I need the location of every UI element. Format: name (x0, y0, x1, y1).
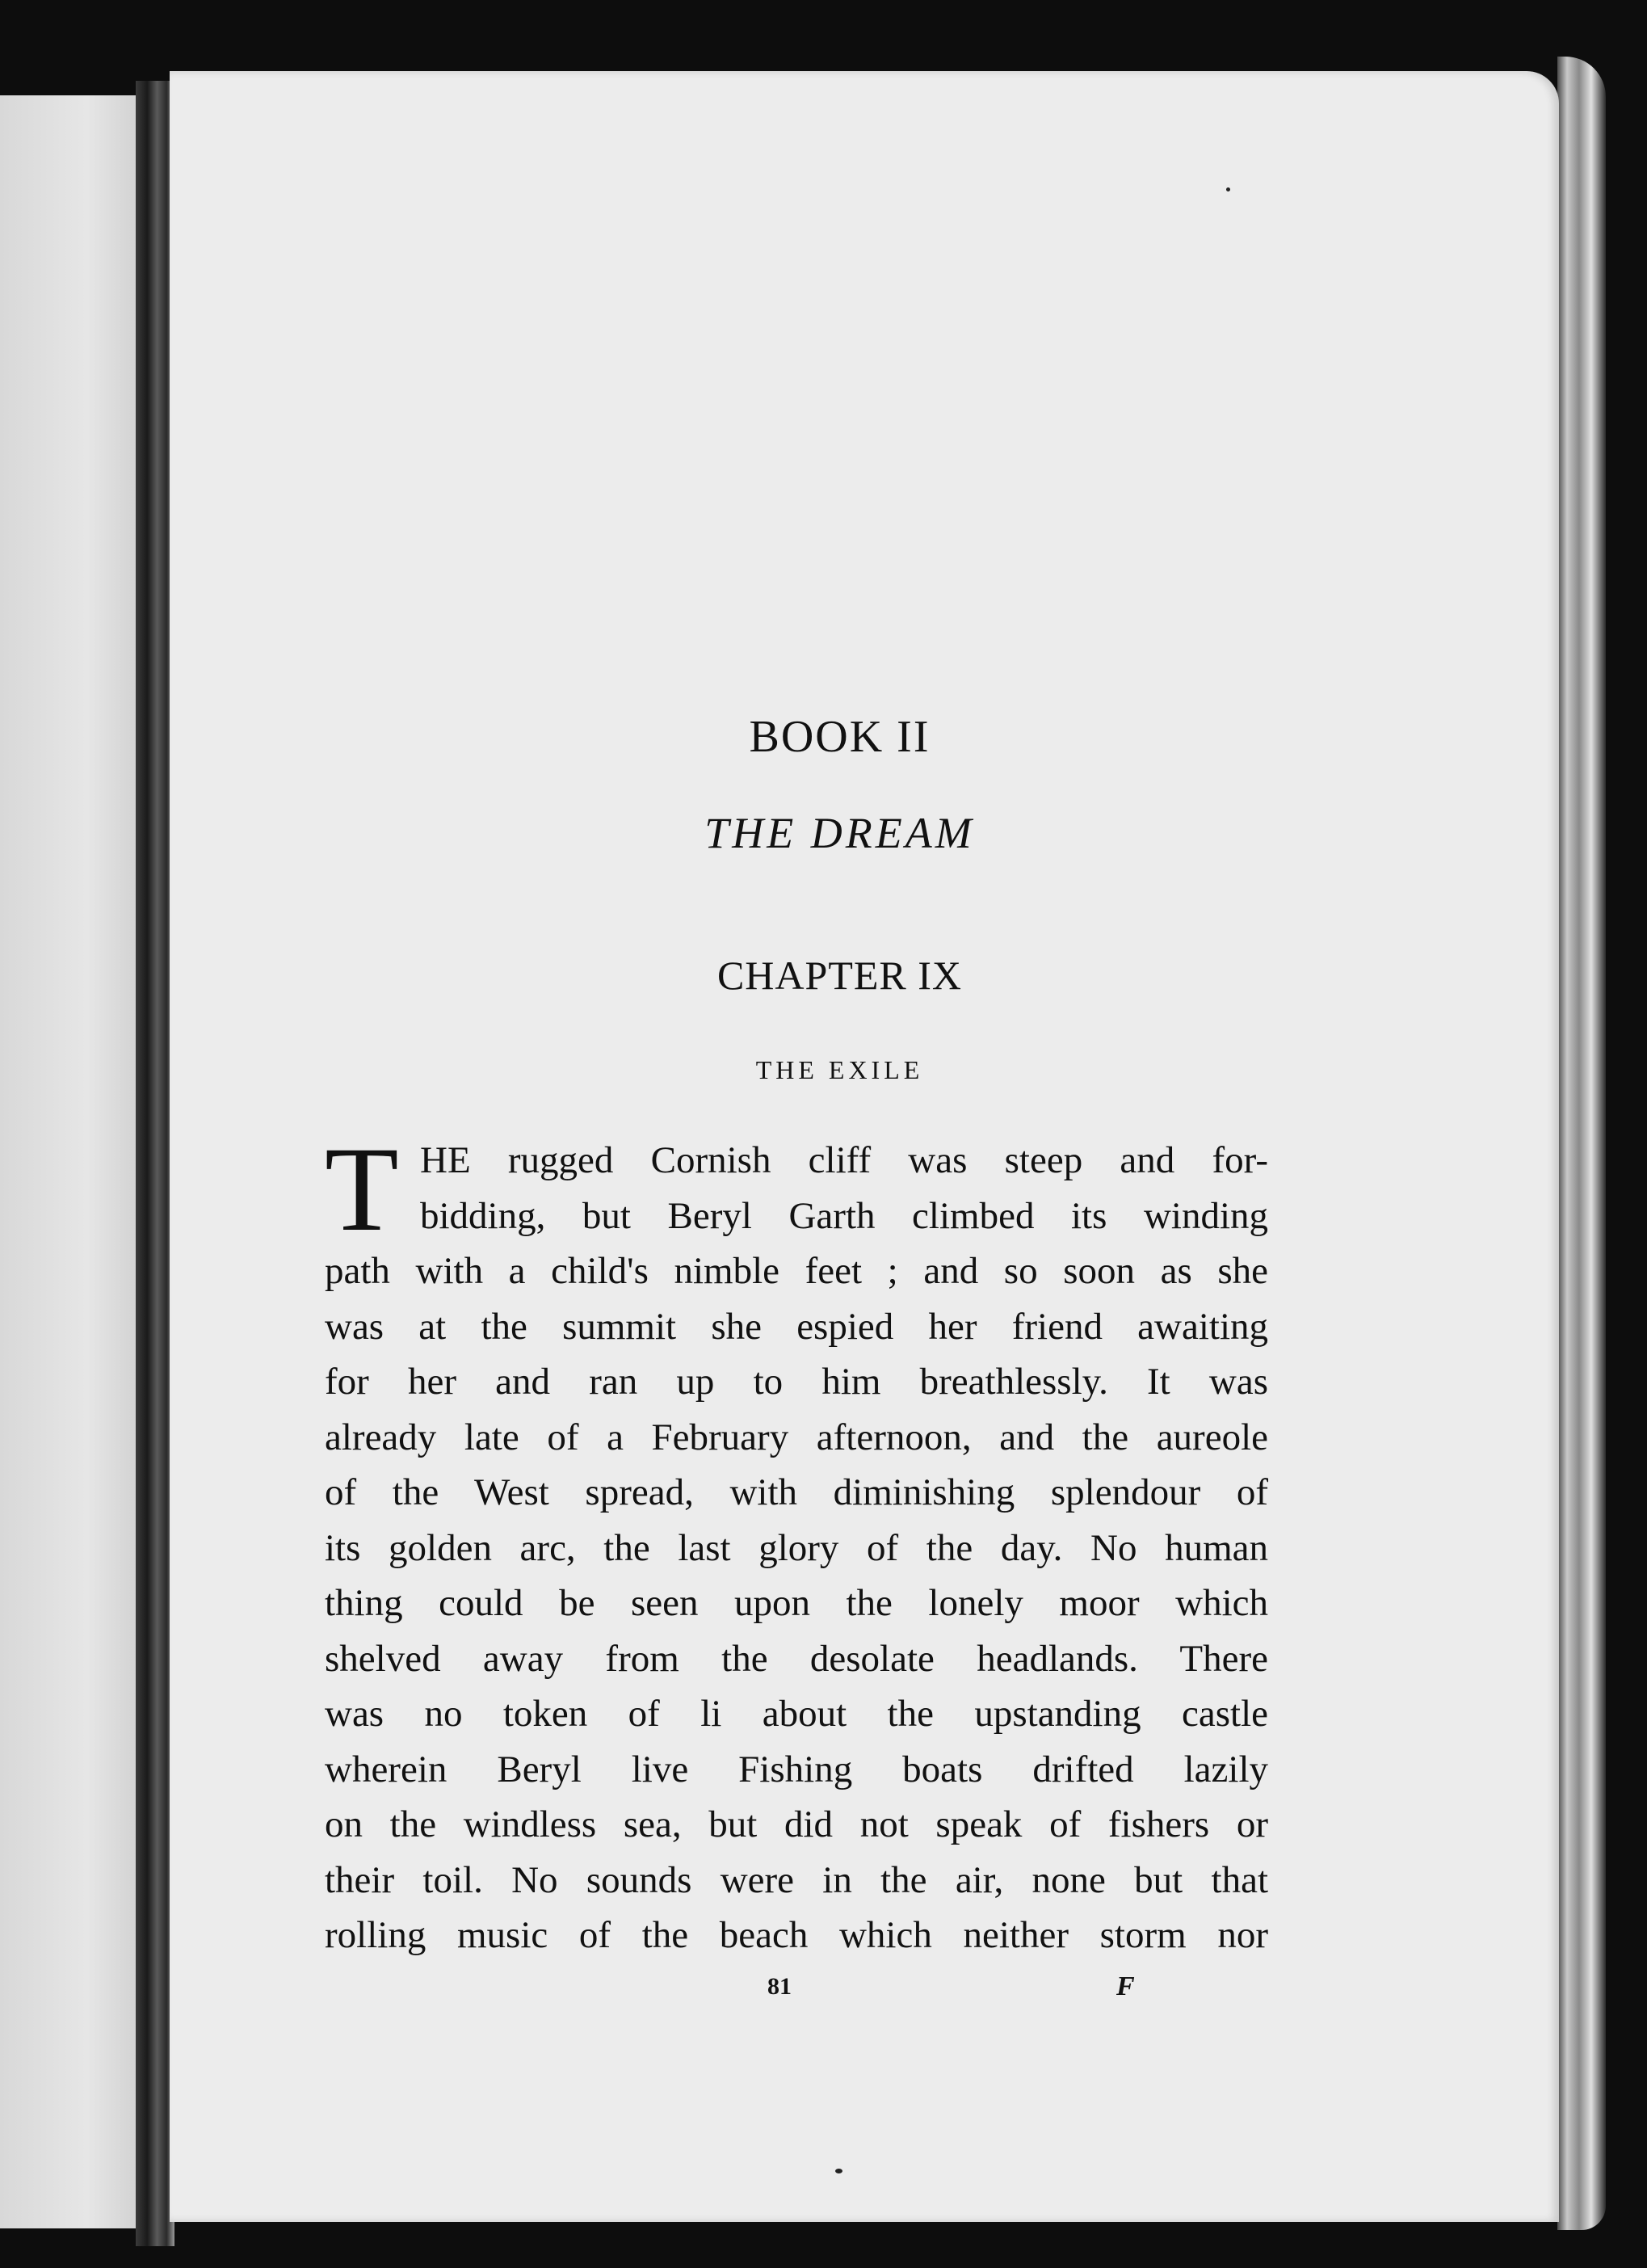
book-title-heading: THE DREAM (704, 809, 975, 857)
body-line: its golden arc, the last glory of the day. No human (325, 1526, 1268, 1569)
chapter-title-heading: THE EXILE (755, 1055, 924, 1084)
page-number: 81 (767, 1973, 792, 2000)
scan-speck (1226, 187, 1230, 191)
chapter-body-text (325, 1122, 1268, 1963)
body-line: bidding, but Beryl Garth climbed its winding (420, 1194, 1268, 1237)
drop-cap-letter: T (325, 1122, 399, 1256)
body-line: was at the summit she espied her friend awaiting (325, 1305, 1268, 1348)
body-line: rolling music of the beach which neither storm nor (325, 1914, 1268, 1956)
body-line: HE rugged Cornish cliff was steep and for- (420, 1139, 1268, 1181)
book-number-heading: BOOK II (749, 712, 931, 762)
body-line: path with a child's nimble feet ; and so soon as she (325, 1250, 1268, 1292)
book-gutter (136, 81, 174, 2246)
body-line: on the windless sea, but did not speak of fishers or (325, 1803, 1268, 1845)
body-line: of the West spread, with diminishing splendour of (325, 1471, 1268, 1513)
body-line: thing could be seen upon the lonely moor which (325, 1582, 1268, 1624)
body-line: for her and ran up to him breathlessly. It was (325, 1361, 1268, 1403)
body-line: shelved away from the desolate headlands. There (325, 1637, 1268, 1680)
page-block-edge (1557, 57, 1606, 2230)
body-line: wherein Beryl live Fishing boats drifted lazily (325, 1748, 1268, 1790)
chapter-number-heading: CHAPTER IX (716, 953, 963, 998)
body-line: was no token of li about the upstanding castle (325, 1693, 1268, 1735)
signature-mark: F (1116, 1971, 1135, 2001)
body-line: already late of a February afternoon, and the aureole (325, 1416, 1268, 1458)
left-page-edge (0, 95, 145, 2228)
scan-speck (835, 2169, 842, 2173)
body-line: their toil. No sounds were in the air, none but that (325, 1858, 1268, 1901)
